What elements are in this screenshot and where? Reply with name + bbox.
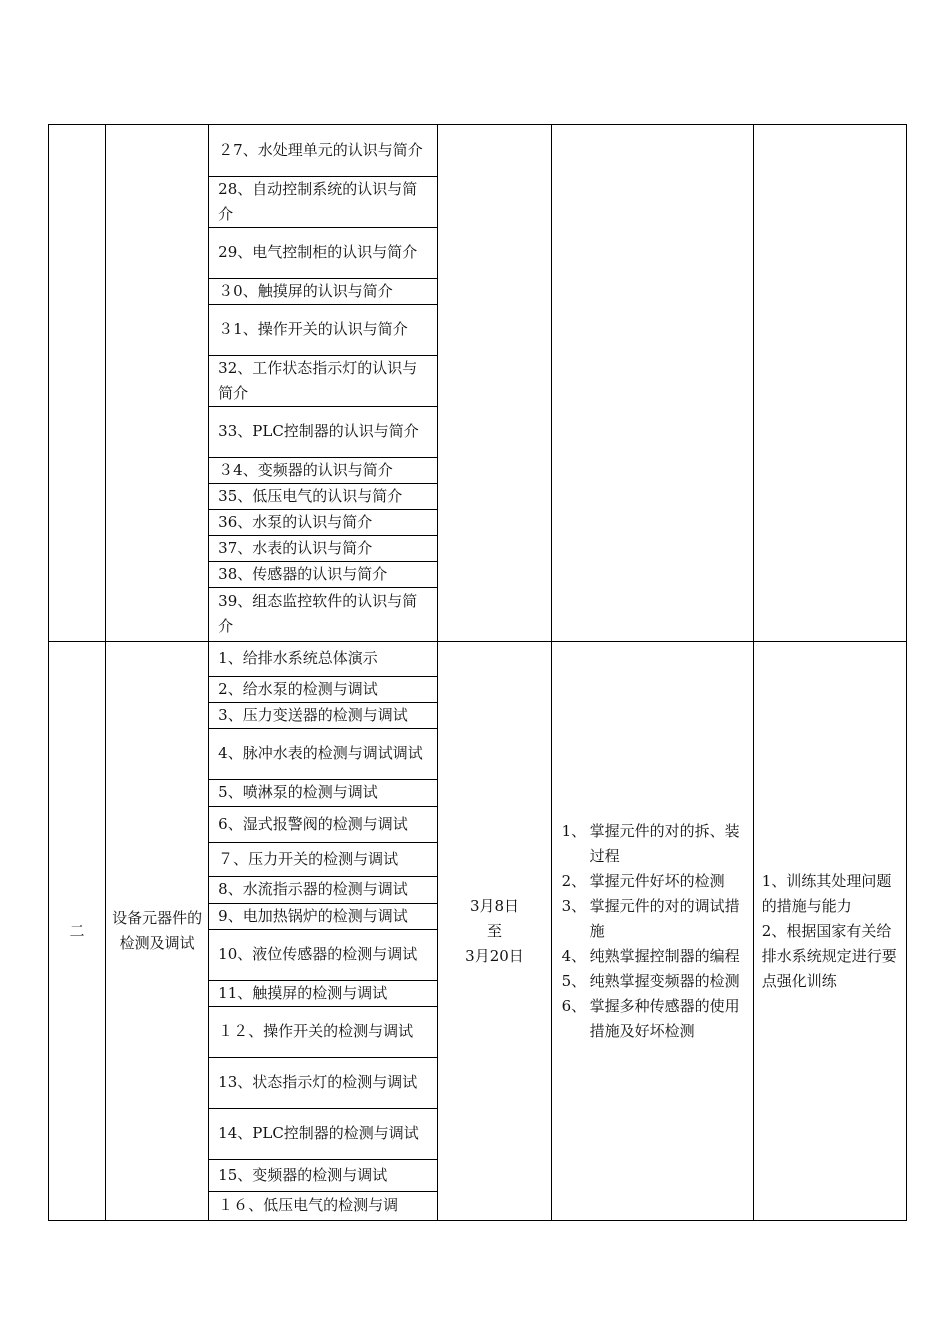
list-item: 1、给排水系统总体演示 [209,642,437,676]
goal-item [562,894,747,944]
section-notes-cell [753,642,906,1221]
list-item: 5、喷淋泵的检测与调试 [209,779,437,806]
section-date-cell [438,642,551,1221]
goal-item [562,969,747,994]
goal-number: 2、 [561,871,587,890]
goal-number: 5、 [561,971,587,990]
list-item: 28、自动控制系统的认识与简介 [209,176,437,227]
list-item: 2、给水泵的检测与调试 [209,676,437,702]
list-item: 4、脉冲水表的检测与调试调试 [209,728,437,779]
section-name-cell [106,642,209,1221]
goal-item [562,819,747,869]
goal-text: 掌握元件的对的拆、装过程 [589,821,740,865]
section-number-cell [49,642,106,1221]
note-item: 2、根据国家有关给排水系统规定进行要点强化训练 [761,921,897,990]
goals-list [552,819,753,1044]
list-item: ３0、触摸屏的认识与简介 [209,278,437,304]
list-item: ３4、变频器的认识与简介 [209,457,437,483]
goal-text: 纯熟掌握变频器的检测 [589,971,740,990]
goal-number: 3、 [561,896,587,915]
list-item: 10、液位传感器的检测与调试 [209,929,437,980]
list-item: 9、电加热锅炉的检测与调试 [209,903,437,929]
section-number-cell [49,125,106,642]
date-end: 3月20日 [465,946,524,965]
list-item: 35、低压电气的认识与简介 [209,483,437,509]
list-item: ２7、水处理单元的认识与简介 [209,125,437,176]
list-item: 38、传感器的认识与简介 [209,561,437,587]
goal-item [562,994,747,1044]
section-name-cell [106,125,209,642]
list-item: １２、操作开关的检测与调试 [209,1006,437,1057]
section-notes-cell [753,125,906,642]
goal-item [562,869,747,894]
list-item: 37、水表的认识与简介 [209,535,437,561]
list-item: ３1、操作开关的认识与简介 [209,304,437,355]
training-plan-table [48,124,907,1221]
items-list [209,125,437,641]
section-items-cell [209,642,438,1221]
goal-number: 6、 [561,996,587,1015]
list-item: ７、压力开关的检测与调试 [209,842,437,876]
list-item: 11、触摸屏的检测与调试 [209,980,437,1006]
section-goals-cell [551,642,753,1221]
list-item: 8、水流指示器的检测与调试 [209,876,437,903]
section-number: 二 [69,921,85,940]
date-start: 3月8日 [469,896,520,915]
section-row-1 [49,125,907,642]
note-item: 1、训练其处理问题的措施与能力 [761,871,892,915]
list-item: 15、变频器的检测与调试 [209,1159,437,1191]
list-item: 14、PLC控制器的检测与调试 [209,1108,437,1159]
list-item: 33、PLC控制器的认识与简介 [209,406,437,457]
date-separator: 至 [486,921,502,940]
goal-item [562,944,747,969]
goal-text: 掌握元件好坏的检测 [589,871,725,890]
section-items-cell [209,125,438,642]
section-date-cell [438,125,551,642]
items-list [209,642,437,1220]
goal-text: 掌握元件的对的调试措施 [589,896,740,940]
section-row-2 [49,642,907,1221]
list-item: 39、组态监控软件的认识与简介 [218,592,418,636]
list-item: 6、湿式报警阀的检测与调试 [209,806,437,842]
goal-number: 4、 [561,946,587,965]
section-name: 设备元器件的检测及调试 [112,909,203,952]
list-item: 3、压力变送器的检测与调试 [209,702,437,728]
list-item: 36、水泵的认识与简介 [209,509,437,535]
list-item: １６、低压电气的检测与调 [218,1196,399,1215]
list-item: 13、状态指示灯的检测与调试 [209,1057,437,1108]
list-item: 29、电气控制柜的认识与简介 [209,227,437,278]
goal-number: 1、 [561,821,587,840]
goal-text: 掌握多种传感器的使用措施及好坏检测 [589,996,740,1040]
list-item: 32、工作状态指示灯的认识与简介 [209,355,437,406]
section-goals-cell [551,125,753,642]
goal-text: 纯熟掌握控制器的编程 [589,946,740,965]
